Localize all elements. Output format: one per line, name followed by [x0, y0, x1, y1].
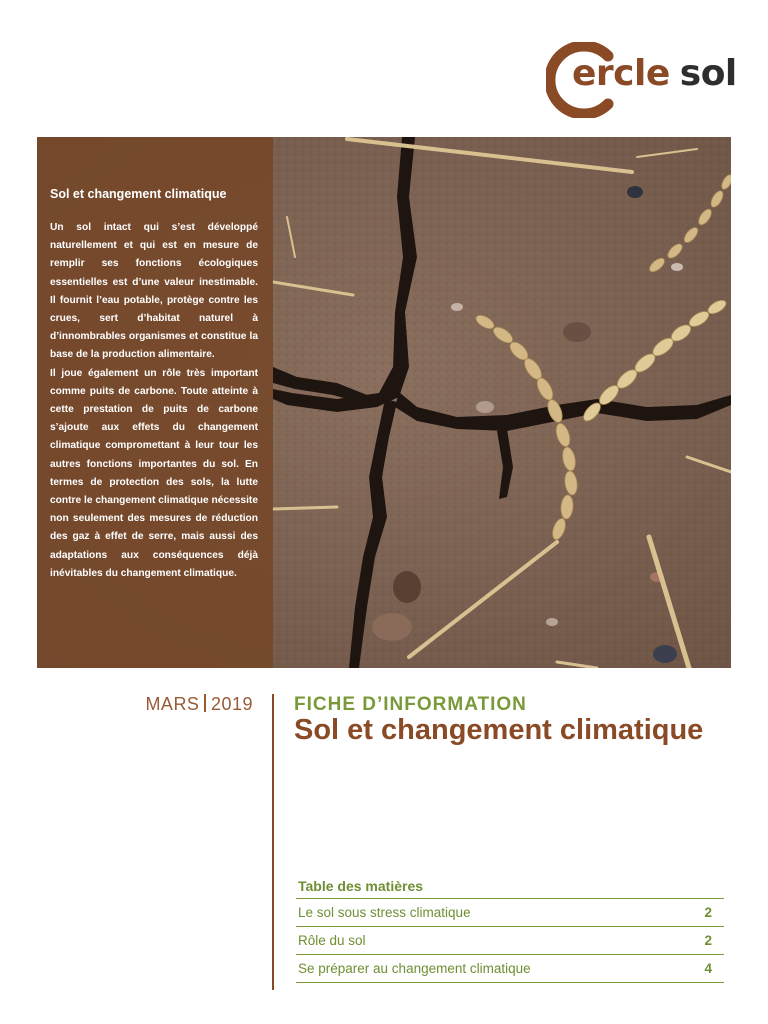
intro-text-panel [37, 137, 273, 668]
panel-paragraph: Un sol intact qui s’est développé naturellement et qui est en mesure de remplir ses fonctions écologiques essentielles est d’une valeur inestimable. Il fournit l’eau potable, protège contre les crues, sert d’habitat naturel à d’innombrables organismes et constitue la base de la production alimentaire. [50, 222, 258, 361]
logo-wordmark [572, 53, 737, 94]
hero-photo [37, 137, 731, 668]
table-of-contents [296, 874, 724, 983]
toc-item-page: 2 [704, 905, 712, 920]
date-separator [204, 694, 206, 712]
document-kind: FICHE D’INFORMATION [294, 694, 527, 715]
toc-item-label: Se préparer au changement climatique [298, 961, 531, 976]
publication-date [0, 694, 253, 715]
toc-item-label: Rôle du sol [298, 933, 366, 948]
toc-item[interactable] [296, 955, 724, 983]
cercle-sol-logo [546, 42, 736, 120]
panel-body [50, 219, 258, 583]
toc-item-page: 4 [704, 961, 712, 976]
date-year: 2019 [210, 694, 253, 714]
logo-word-1: ercle [572, 53, 670, 94]
toc-title: Table des matières [296, 874, 724, 899]
toc-item[interactable] [296, 927, 724, 955]
header-divider [272, 694, 274, 990]
toc-item-label: Le sol sous stress climatique [298, 905, 471, 920]
panel-title: Sol et changement climatique [50, 187, 227, 201]
date-month: MARS [145, 694, 200, 714]
toc-item-page: 2 [704, 933, 712, 948]
panel-paragraph: Il joue également un rôle très important comme puits de carbone. Toute atteinte à cette prestation de puits de carbone s’ajoute aux effets du changement climatique compromettant à leur tour les autres fonctions importantes du sol. En termes de protection des sols, la lutte contre le changement climatique nécessite non seulement des mesures de réduction des gaz à effet de serre, mais aussi des adaptations aux conséquences déjà inévitables du changement climatique. [50, 367, 258, 579]
toc-item[interactable] [296, 899, 724, 927]
logo-word-2: sol [679, 53, 737, 94]
page-title: Sol et changement climatique [294, 714, 704, 746]
